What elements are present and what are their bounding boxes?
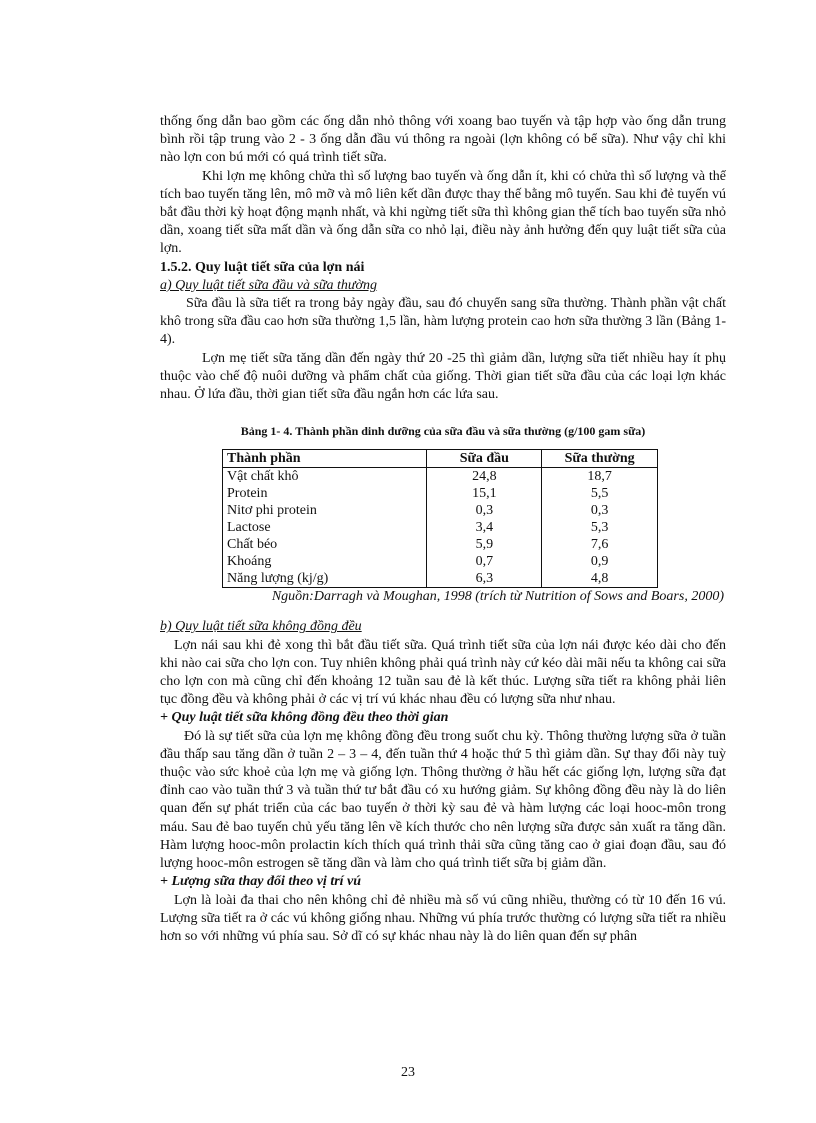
paragraph-1: thống ống dẫn bao gồm các ống dẫn nhỏ thông với xoang bao tuyến và tập hợp vào ống dẫn trung bình rồi tập trung vào 2 - 3 ống dẫn đầu vú thông ra ngoài (lợn không có bể sữa). Như vậy chỉ khi nào lợn con bú mới có quá trình tiết sữa. xyxy=(160,114,726,166)
table-cell: Chất béo xyxy=(223,536,427,553)
section-heading: 1.5.2. Quy luật tiết sữa của lợn nái xyxy=(160,259,365,275)
paragraph-4: Lợn mẹ tiết sữa tăng dần đến ngày thứ 20 -25 thì giảm dần, lượng sữa tiết nhiều hay ít phụ thuộc vào chế độ nuôi dưỡng và phẩm chất của giống. Thời gian tiết sữa đầu của các loại lợn khác nhau. Ở lứa đầu, thời gian tiết sữa đầu ngắn hơn các lứa sau. xyxy=(160,350,726,403)
table-cell: Vật chất khô xyxy=(223,468,427,486)
table-cell: 5,5 xyxy=(542,485,658,502)
table-cell: Khoáng xyxy=(223,553,427,570)
paragraph-5: Lợn nái sau khi đẻ xong thì bắt đầu tiết sữa. Quá trình tiết sữa của lợn nái được kéo dài cho đến khi nào cai sữa cho lợn con. Tuy nhiên không phải quá trình này cứ kéo dài mãi nếu ta không cai sữa cho lợn con mà cũng chỉ đến khoảng 12 tuần sau đẻ là kết thúc. Lượng sữa tiết ra không phải liên tục đồng đều và không phải ở các vị trí vú khác nhau đều có lượng sữa như nhau. xyxy=(160,637,726,708)
table-cell: 5,9 xyxy=(427,536,542,553)
table-cell: 0,9 xyxy=(542,553,658,570)
table-cell: Năng lượng (kj/g) xyxy=(223,570,427,588)
nutrition-table xyxy=(222,449,658,588)
table-row xyxy=(223,485,658,502)
table-cell: 0,3 xyxy=(542,502,658,519)
table-row xyxy=(223,519,658,536)
table-row xyxy=(223,536,658,553)
table-cell: 6,3 xyxy=(427,570,542,588)
table-cell: 24,8 xyxy=(427,468,542,486)
table-cell: 0,7 xyxy=(427,553,542,570)
rule-heading-time: + Quy luật tiết sữa không đồng đều theo thời gian xyxy=(160,710,449,726)
table-row xyxy=(223,468,658,486)
table-cell: Protein xyxy=(223,485,427,502)
table-cell: Nitơ phi protein xyxy=(223,502,427,519)
paragraph-3: Sữa đầu là sữa tiết ra trong bảy ngày đầu, sau đó chuyển sang sữa thường. Thành phần vật chất khô trong sữa đầu cao hơn sữa thường 1,5 lần, hàm lượng protein cao hơn sữa thường 3 lần (Bảng 1-4). xyxy=(160,296,726,348)
paragraph-7: Lợn là loài đa thai cho nên không chỉ đẻ nhiều mà số vú cũng nhiều, thường có từ 10 đến 16 vú. Lượng sữa tiết ra ở các vú không giống nhau. Những vú phía trước thường có lượng sữa tiết ra nhiều hơn so với những vú phía sau. Sở dĩ có sự khác nhau này là do liên quan đến sự phân xyxy=(160,892,726,944)
table-header-row xyxy=(223,450,658,468)
table-cell: 15,1 xyxy=(427,485,542,502)
table-cell: 5,3 xyxy=(542,519,658,536)
subheading-b: b) Quy luật tiết sữa không đồng đều xyxy=(160,619,362,635)
paragraph-6: Đó là sự tiết sữa của lợn mẹ không đồng đều trong suốt chu kỳ. Thông thường lượng sữa ở tuần đầu thấp sau tăng dần ở tuần 2 – 3 – 4, đến tuần thứ 4 hoặc thứ 5 thì giảm dần. Sự thay đổi này tuỳ thuộc vào sức khoẻ của lợn mẹ và giống lợn. Thông thường ở hầu hết các giống lợn, lượng sữa đạt đỉnh cao vào tuần thứ 3 và tuần thứ tư bắt đầu có xu hướng giảm. Sự không đồng đều này là do liên quan đến sự phát triển của các bao tuyến ở thời kỳ sau đẻ và hàm lượng các loại hooc-môn trong máu. Sau đẻ bao tuyến chủ yếu tăng lên về kích thước cho nên lượng sữa được sản xuất ra tăng dần. Hàm lượng hooc-môn prolactin kích thích quá trình thải sữa cũng tăng cao ở giai đoạn đầu, sau đó lượng hooc-môn estrogen sẽ tăng dần và làm cho quá trình tiết sữa bị giảm dần. xyxy=(160,728,726,872)
table-row xyxy=(223,502,658,519)
subheading-a: a) Quy luật tiết sữa đầu và sữa thường xyxy=(160,277,378,293)
paragraph-2: Khi lợn mẹ không chửa thì số lượng bao tuyến và ống dẫn ít, khi có chửa thì số lượng và thể tích bao tuyến tăng lên, mô mỡ và mô liên kết dần được thay thế bằng mô tuyến. Sau khi đẻ tuyến vú bắt đầu thời kỳ hoạt động mạnh nhất, và khi ngừng tiết sữa thì không gian thể tích bao tuyến sữa nhỏ dần, xoang tiết sữa mất dần và ống dẫn sữa co nhỏ lại, điều này ảnh hưởng đến quy luật tiết sữa của lợn. xyxy=(160,168,726,257)
column-header: Thành phần xyxy=(223,450,427,468)
table-cell: 4,8 xyxy=(542,570,658,588)
column-header: Sữa đầu xyxy=(427,450,542,468)
table-cell: Lactose xyxy=(223,519,427,536)
table-cell: 18,7 xyxy=(542,468,658,486)
column-header: Sữa thường xyxy=(542,450,658,468)
page-body xyxy=(160,113,726,946)
table-cell: 7,6 xyxy=(542,536,658,553)
rule-heading-position: + Lượng sữa thay đổi theo vị trí vú xyxy=(160,874,362,890)
table-caption: Bảng 1- 4. Thành phần dinh dưỡng của sữa đầu và sữa thường (g/100 gam sữa) xyxy=(240,424,646,439)
page-number: 23 xyxy=(401,1065,415,1080)
table-row xyxy=(223,553,658,570)
table-cell: 3,4 xyxy=(427,519,542,536)
table-cell: 0,3 xyxy=(427,502,542,519)
table-row xyxy=(223,570,658,588)
table-source: Nguồn:Darragh và Moughan, 1998 (trích từ Nutrition of Sows and Boars, 2000) xyxy=(271,589,724,605)
